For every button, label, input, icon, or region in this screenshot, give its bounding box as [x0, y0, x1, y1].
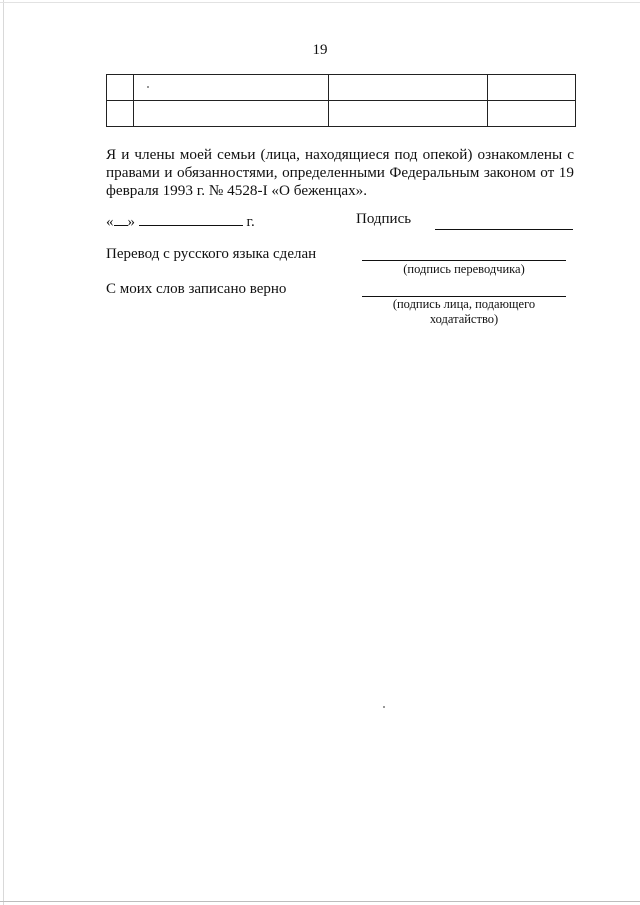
translation-statement: Перевод с русского языка сделан [106, 246, 317, 262]
day-blank [114, 211, 128, 226]
table-cell [134, 75, 329, 101]
translator-signature-caption: (подпись переводчика) [403, 262, 525, 276]
scan-speck [383, 706, 385, 708]
month-year-blank [139, 211, 243, 226]
scan-edge-top [0, 2, 640, 3]
table-cell [488, 75, 576, 101]
applicant-caption-line1: (подпись лица, подающего [392, 297, 536, 311]
date-open-quote: « [106, 214, 114, 230]
scan-edge-left [3, 0, 4, 905]
table-row [107, 101, 576, 127]
table-cell [329, 75, 488, 101]
signature-label: Подпись [356, 211, 412, 227]
scan-speck [147, 86, 149, 88]
table-cell [107, 75, 134, 101]
table-cell [329, 101, 488, 127]
date-close-quote: » [127, 214, 135, 230]
translator-signature-line [362, 260, 566, 261]
table-cell [488, 101, 576, 127]
year-suffix: г. [246, 214, 255, 230]
form-table [106, 74, 576, 127]
table-cell [107, 101, 134, 127]
applicant-caption-line2: ходатайство) [429, 312, 499, 326]
recorded-statement: С моих слов записано верно [106, 281, 287, 297]
applicant-signature-caption [362, 297, 566, 327]
table-cell [134, 101, 329, 127]
signature-line [435, 229, 573, 230]
acknowledgement-statement: Я и члены моей семьи (лица, находящиеся под опекой) ознакомлены с правами и обязанностями, определенными Федеральным законом от 19 февраля 1993 г. № 4528-I «О беженцах». [106, 146, 574, 199]
table-row [107, 75, 576, 101]
date-field [106, 211, 255, 231]
page-number: 19 [312, 42, 328, 58]
scan-edge-bottom [0, 901, 640, 902]
